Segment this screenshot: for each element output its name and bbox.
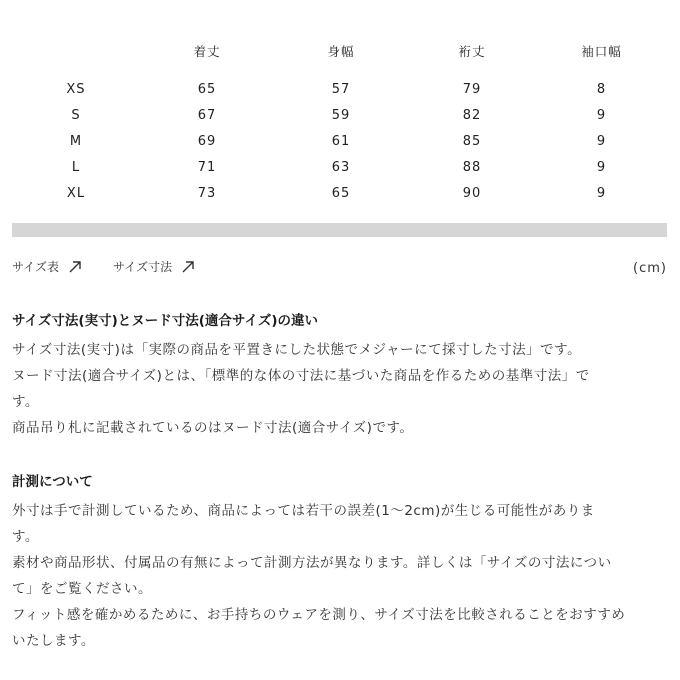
- paragraph: サイズ寸法(実寸)は「実際の商品を平置きにした状態でメジャーにて採寸した寸法」です。: [12, 342, 582, 358]
- size-label-cell: XL: [66, 185, 86, 201]
- size-measure-link-label: サイズ寸法: [113, 260, 173, 274]
- table-row: [12, 102, 667, 128]
- section-heading: サイズ寸法(実寸)とヌード寸法(適合サイズ)の違い: [12, 313, 319, 329]
- paragraph: 商品吊り札に記載されているのはヌード寸法(適合サイズ)です。: [12, 420, 414, 436]
- paragraph: 素材や商品形状、付属品の有無によって計測方法が異なります。詳しくは「サイズの寸法につい: [12, 555, 612, 571]
- table-cell: 59: [331, 107, 351, 123]
- size-chart-link[interactable]: [12, 258, 83, 275]
- table-cell: 65: [331, 185, 351, 201]
- paragraph: す。: [12, 394, 39, 410]
- table-row: [12, 76, 667, 102]
- table-header-cell: 着丈: [193, 44, 221, 59]
- size-measure-link[interactable]: [113, 258, 196, 275]
- table-header-cell: [12, 38, 140, 76]
- table-cell: 85: [462, 133, 482, 149]
- paragraph: フィット感を確かめるために、お手持ちのウェアを測り、サイズ寸法を比較されることをおすすめ: [12, 607, 626, 623]
- size-chart-link-label: サイズ表: [12, 260, 60, 274]
- size-links: [12, 258, 196, 275]
- arrow-up-right-icon: [67, 259, 83, 275]
- table-cell: 9: [596, 159, 607, 175]
- unit-label: (cm): [633, 261, 667, 276]
- size-label-cell: S: [71, 107, 81, 123]
- table-cell: 61: [331, 133, 351, 149]
- size-difference-section: [12, 311, 668, 441]
- table-header-cell: 身幅: [327, 44, 355, 59]
- table-cell: 82: [462, 107, 482, 123]
- table-cell: 8: [596, 81, 607, 97]
- size-table: [12, 38, 667, 206]
- paragraph: 外寸は手で計測しているため、商品によっては若干の誤差(1〜2cm)が生じる可能性がありま: [12, 503, 595, 519]
- table-cell: 9: [596, 133, 607, 149]
- paragraph: す。: [12, 529, 39, 545]
- table-cell: 63: [331, 159, 351, 175]
- table-cell: 9: [596, 107, 607, 123]
- paragraph: ヌード寸法(適合サイズ)とは、「標準的な体の寸法に基づいた商品を作るための基準寸法」で: [12, 368, 590, 384]
- section-heading: 計測について: [12, 474, 93, 490]
- table-cell: 69: [197, 133, 217, 149]
- size-label-cell: M: [69, 133, 83, 149]
- table-cell: 67: [197, 107, 217, 123]
- table-cell: 73: [197, 185, 217, 201]
- measurement-section: [12, 472, 668, 654]
- arrow-up-right-icon: [180, 259, 196, 275]
- horizontal-scrollbar[interactable]: [12, 223, 667, 237]
- table-cell: 88: [462, 159, 482, 175]
- size-label-cell: L: [71, 159, 81, 175]
- table-header-row: [12, 38, 667, 76]
- size-label-cell: XS: [66, 81, 86, 97]
- table-row: [12, 180, 667, 206]
- table-cell: 90: [462, 185, 482, 201]
- table-row: [12, 128, 667, 154]
- table-header-cell: 裄丈: [458, 44, 486, 59]
- table-cell: 79: [462, 81, 482, 97]
- table-cell: 71: [197, 159, 217, 175]
- paragraph: て」をご覧ください。: [12, 581, 152, 597]
- table-cell: 9: [596, 185, 607, 201]
- table-row: [12, 154, 667, 180]
- table-header-cell: 袖口幅: [581, 44, 622, 59]
- paragraph: いたします。: [12, 633, 95, 649]
- table-cell: 57: [331, 81, 351, 97]
- table-cell: 65: [197, 81, 217, 97]
